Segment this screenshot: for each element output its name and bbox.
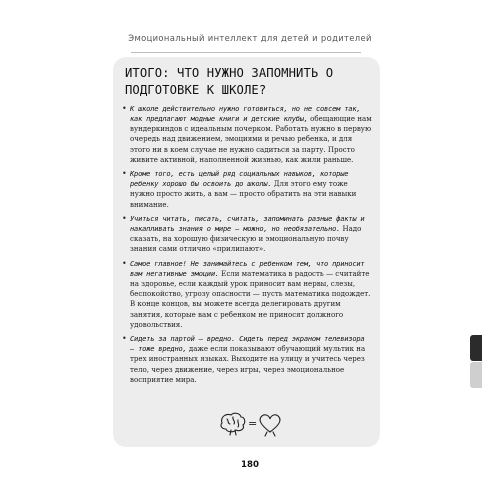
bullet-body-text: Надо сказать, на хорошую физическую и эмоциональную почву знания сами отлично «прилипают». bbox=[130, 224, 362, 254]
bullet-dot-icon: • bbox=[122, 169, 127, 179]
bullet-dot-icon: • bbox=[122, 334, 127, 344]
bullet-body-text: даже если показывают обучающий мультик на трех иностранных языках. Выходите на улицу и учитесь через тело, через движение, через игры, через эмоциональное восприятие мира. bbox=[130, 344, 366, 384]
summary-bullet bbox=[122, 259, 372, 330]
heart-icon bbox=[260, 415, 280, 436]
brain-icon bbox=[221, 413, 245, 435]
summary-bullet bbox=[122, 214, 372, 255]
thumb-index-tab-light bbox=[470, 362, 482, 388]
page-number: 180 bbox=[241, 460, 259, 470]
thumb-index-tab-dark bbox=[470, 335, 482, 361]
bullet-dot-icon: • bbox=[122, 104, 127, 113]
summary-bullet bbox=[122, 334, 372, 385]
bullet-handwritten-lead: Сидеть за партой — вредно. Сидеть перед экраном телевизора — тоже вредно, bbox=[130, 334, 365, 354]
bullet-dot-icon: • bbox=[122, 258, 127, 268]
summary-bullet bbox=[122, 104, 372, 165]
bullet-handwritten-lead: Кроме того, есть целый ряд социальных навыков, которые ребенку хорошо бы освоить до школы. bbox=[130, 169, 349, 189]
bullet-handwritten-lead: Учиться читать, писать, считать, запоминать разные факты и накапливать знания о мире — можно, но необязательно. bbox=[130, 213, 365, 234]
brain-equals-heart-illustration bbox=[218, 411, 284, 437]
running-head: Эмоциональный интеллект для детей и родителей bbox=[128, 33, 372, 43]
equals-sign: = bbox=[248, 417, 258, 430]
header-rule bbox=[131, 52, 361, 53]
bullet-body-text: обещающие нам вундеркиндов с идеальным почерком. Работать нужно в первую очередь над движением, эмоциями и речью ребенка, и для этого ни в коем случае не нужно садиться за парту. Просто живите активной, наполненной жизнью, как жили раньше. bbox=[130, 114, 372, 164]
bullet-body-text: Если математика в радость — считайте на здоровье, если каждый урок приносит вам нервы, слезы, беспокойство, угрозу опасности — пусть математика подождет. В конце концов, вы можете всегда делегировать другим занятия, которые вам с ребенком не приносят должного удовольствия. bbox=[130, 268, 371, 329]
summary-bullet-list bbox=[122, 104, 372, 389]
bullet-handwritten-lead: Самое главное! Не занимайтесь с ребенком тем, что приносит вам негативные эмоции. bbox=[130, 258, 365, 278]
summary-box-title: ИТОГО: ЧТО НУЖНО ЗАПОМНИТЬ О ПОДГОТОВКЕ К ШКОЛЕ? bbox=[125, 66, 334, 97]
bullet-dot-icon: • bbox=[122, 213, 127, 223]
bullet-body-text: Для этого ему тоже нужно просто жить, а вам — просто обратить на эти навыки внимание. bbox=[130, 179, 357, 209]
summary-bullet bbox=[122, 169, 372, 210]
thumb-index-marker bbox=[470, 0, 500, 500]
bullet-handwritten-lead: К школе действительно нужно готовиться, но не совсем так, как предлагают модные книги и детские клубы, bbox=[130, 104, 361, 124]
